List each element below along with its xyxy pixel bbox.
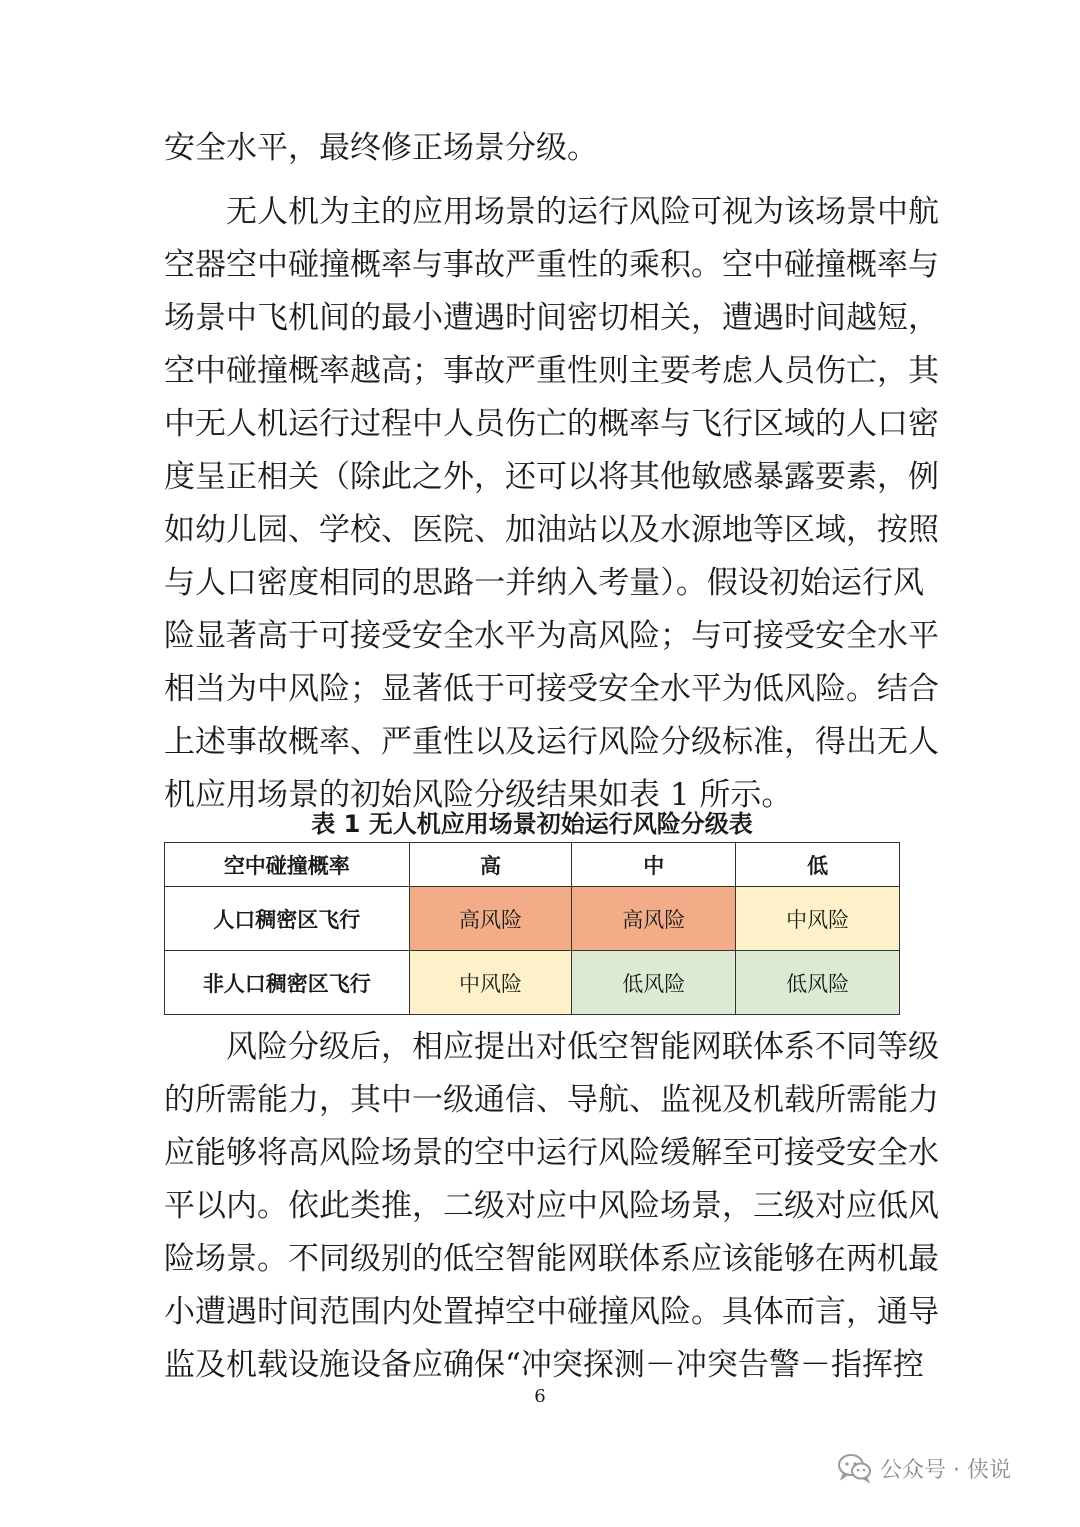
text-line: 无人机为主的应用场景的运行风险可视为该场景中航 [226, 194, 939, 230]
row-label: 非人口稠密区飞行 [165, 951, 410, 1015]
table-caption: 表 1 无人机应用场景初始运行风险分级表 [311, 810, 753, 838]
text-line: 度呈正相关（除此之外，还可以将其他敏感暴露要素，例 [164, 459, 939, 495]
text-line: 相当为中风险；显著低于可接受安全水平为低风险。结合 [164, 671, 939, 707]
table-header-cell: 中 [572, 843, 736, 887]
text-line: 风险分级后，相应提出对低空智能网联体系不同等级 [226, 1029, 939, 1065]
row-label: 人口稠密区飞行 [165, 887, 410, 951]
text-line: 险场景。不同级别的低空智能网联体系应该能够在两机最 [164, 1241, 939, 1277]
paragraph-risk-definition [164, 186, 939, 822]
text-line: 险显著高于可接受安全水平为高风险；与可接受安全水平 [164, 618, 939, 654]
text-line: 机应用场景的初始风险分级结果如表 1 所示。 [164, 777, 793, 813]
risk-cell: 中风险 [409, 951, 572, 1015]
risk-cell: 中风险 [736, 887, 900, 951]
risk-cell: 低风险 [736, 951, 900, 1015]
text-line: 如幼儿园、学校、医院、加油站以及水源地等区域，按照 [164, 512, 939, 548]
table-header-row [165, 843, 900, 887]
text-line: 平以内。依此类推，二级对应中风险场景，三级对应低风 [164, 1188, 939, 1224]
text-line: 与人口密度相同的思路一并纳入考量）。假设初始运行风 [164, 565, 924, 601]
watermark [838, 1448, 1011, 1488]
text-line: 场景中飞机间的最小遭遇时间密切相关，遭遇时间越短， [164, 300, 939, 336]
watermark-text: 公众号 · 侠说 [880, 1457, 1011, 1483]
risk-cell: 高风险 [409, 887, 572, 951]
page-number: 6 [534, 1386, 546, 1407]
text-line: 小遭遇时间范围内处置掉空中碰撞风险。具体而言，通导 [164, 1294, 939, 1330]
text-line: 上述事故概率、严重性以及运行风险分级标准，得出无人 [164, 724, 939, 760]
text-line: 空中碰撞概率越高；事故严重性则主要考虑人员伤亡，其 [164, 353, 939, 389]
text-line: 的所需能力，其中一级通信、导航、监视及机载所需能力 [164, 1082, 939, 1118]
text-line: 空器空中碰撞概率与事故严重性的乘积。空中碰撞概率与 [164, 247, 939, 283]
table-row [165, 887, 900, 951]
wechat-icon [838, 1453, 872, 1483]
text-line: 应能够将高风险场景的空中运行风险缓解至可接受安全水 [164, 1135, 939, 1171]
risk-cell: 低风险 [572, 951, 736, 1015]
table-header-cell: 高 [409, 843, 572, 887]
text-line: 中无人机运行过程中人员伤亡的概率与飞行区域的人口密 [164, 406, 939, 442]
paragraph-continued [164, 122, 924, 175]
table-row [165, 951, 900, 1015]
risk-cell: 高风险 [572, 887, 736, 951]
text-line: 监及机载设施设备应确保“冲突探测－冲突告警－指挥控 [164, 1347, 924, 1383]
text-line: 安全水平，最终修正场景分级。 [164, 130, 598, 166]
table-header-cell: 低 [736, 843, 900, 887]
paragraph-capability-levels [164, 1021, 939, 1392]
risk-table [164, 842, 900, 1015]
table-header-cell: 空中碰撞概率 [165, 843, 410, 887]
